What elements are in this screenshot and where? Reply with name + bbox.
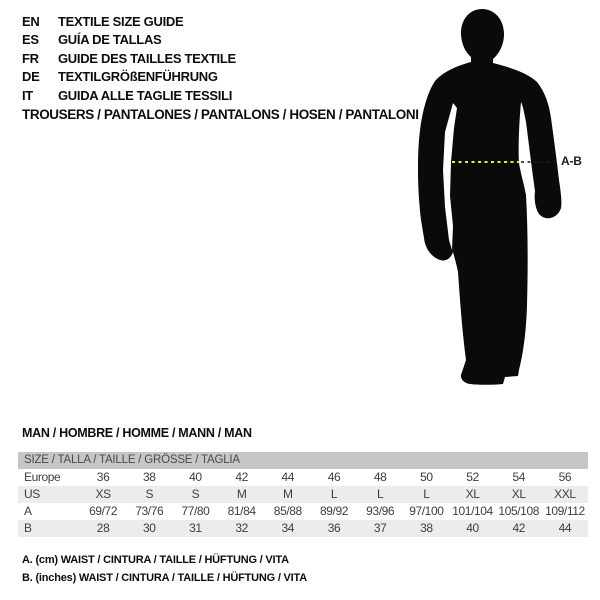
table-cell: 40 xyxy=(466,521,479,535)
table-cell: 105/108 xyxy=(498,504,539,518)
table-cell: 44 xyxy=(281,470,295,484)
table-row xyxy=(18,469,588,486)
table-cell: 42 xyxy=(235,470,248,484)
table-cell: M xyxy=(236,487,247,501)
table-cell: 54 xyxy=(512,470,525,484)
row-label: US xyxy=(24,487,40,501)
size-table-body xyxy=(18,469,588,537)
language-row xyxy=(22,31,236,50)
table-cell: 46 xyxy=(327,470,341,484)
measure-label-ab: A-B xyxy=(561,154,582,168)
table-cell: 77/80 xyxy=(181,504,210,518)
language-label: TEXTILGRÖßENFÜHRUNG xyxy=(58,69,218,85)
table-cell: XS xyxy=(95,487,111,501)
table-cell: 28 xyxy=(96,521,110,535)
table-cell: 36 xyxy=(327,521,341,535)
row-label: B xyxy=(24,521,32,535)
man-silhouette xyxy=(418,9,561,385)
language-code: IT xyxy=(22,87,33,103)
section-title-man: MAN / HOMBRE / HOMME / MANN / MAN xyxy=(22,426,252,440)
table-cell: 89/92 xyxy=(319,504,348,518)
table-cell: 31 xyxy=(189,521,202,535)
language-code: EN xyxy=(22,13,40,29)
size-table xyxy=(18,452,588,537)
language-code: ES xyxy=(22,32,39,48)
row-label: A xyxy=(24,504,32,518)
table-cell: 40 xyxy=(189,470,202,484)
footnote-a: A. (cm) WAIST / CINTURA / TAILLE / HÜFTUNG / VITA xyxy=(22,554,289,566)
language-row xyxy=(22,86,236,105)
table-row xyxy=(18,503,588,520)
size-table-header: SIZE / TALLA / TAILLE / GRÖSSE / TAGLIA xyxy=(18,452,588,469)
table-cell: 48 xyxy=(373,470,387,484)
table-cell: 44 xyxy=(558,521,572,535)
row-label: Europe xyxy=(24,470,61,484)
table-cell: S xyxy=(191,487,200,501)
language-label: TEXTILE SIZE GUIDE xyxy=(58,13,184,29)
table-cell: 36 xyxy=(96,470,110,484)
language-row xyxy=(22,68,236,87)
man-silhouette-figure xyxy=(400,0,600,430)
language-row xyxy=(22,12,236,31)
table-cell: 93/96 xyxy=(366,504,395,518)
language-row xyxy=(22,49,236,68)
table-row xyxy=(18,520,588,537)
garment-title: TROUSERS / PANTALONES / PANTALONS / HOSEN / PANTALONI xyxy=(22,107,419,122)
table-cell: L xyxy=(377,487,384,501)
table-cell: 85/88 xyxy=(273,504,302,518)
language-label: GUÍA DE TALLAS xyxy=(58,32,162,48)
table-cell: 30 xyxy=(142,521,156,535)
table-cell: 32 xyxy=(235,521,248,535)
language-label: GUIDA ALLE TAGLIE TESSILI xyxy=(58,87,233,103)
table-cell: 38 xyxy=(420,521,433,535)
table-row xyxy=(18,486,588,503)
table-cell: 34 xyxy=(281,521,295,535)
language-list xyxy=(22,12,236,105)
table-cell: S xyxy=(145,487,154,501)
table-cell: L xyxy=(330,487,338,501)
table-cell: L xyxy=(423,487,430,501)
table-cell: XL xyxy=(465,487,480,501)
footnotes xyxy=(22,551,307,587)
language-code: DE xyxy=(22,69,40,85)
footnote-b: B. (inches) WAIST / CINTURA / TAILLE / HÜFTUNG / VITA xyxy=(22,572,307,584)
table-cell: 73/76 xyxy=(135,504,164,518)
language-code: FR xyxy=(22,50,39,66)
table-cell: XXL xyxy=(554,487,576,501)
language-label: GUIDE DES TAILLES TEXTILE xyxy=(58,50,236,66)
table-cell: 38 xyxy=(142,470,156,484)
table-cell: 69/72 xyxy=(89,504,118,518)
table-cell: M xyxy=(283,487,293,501)
table-cell: 109/112 xyxy=(545,504,585,518)
table-cell: 42 xyxy=(512,521,525,535)
table-cell: 97/100 xyxy=(409,504,444,518)
table-cell: 52 xyxy=(466,470,479,484)
table-cell: 101/104 xyxy=(452,504,493,518)
table-cell: 50 xyxy=(420,470,433,484)
table-cell: XL xyxy=(511,487,526,501)
table-cell: 81/84 xyxy=(227,504,256,518)
table-cell: 56 xyxy=(558,470,572,484)
table-cell: 37 xyxy=(373,521,387,535)
